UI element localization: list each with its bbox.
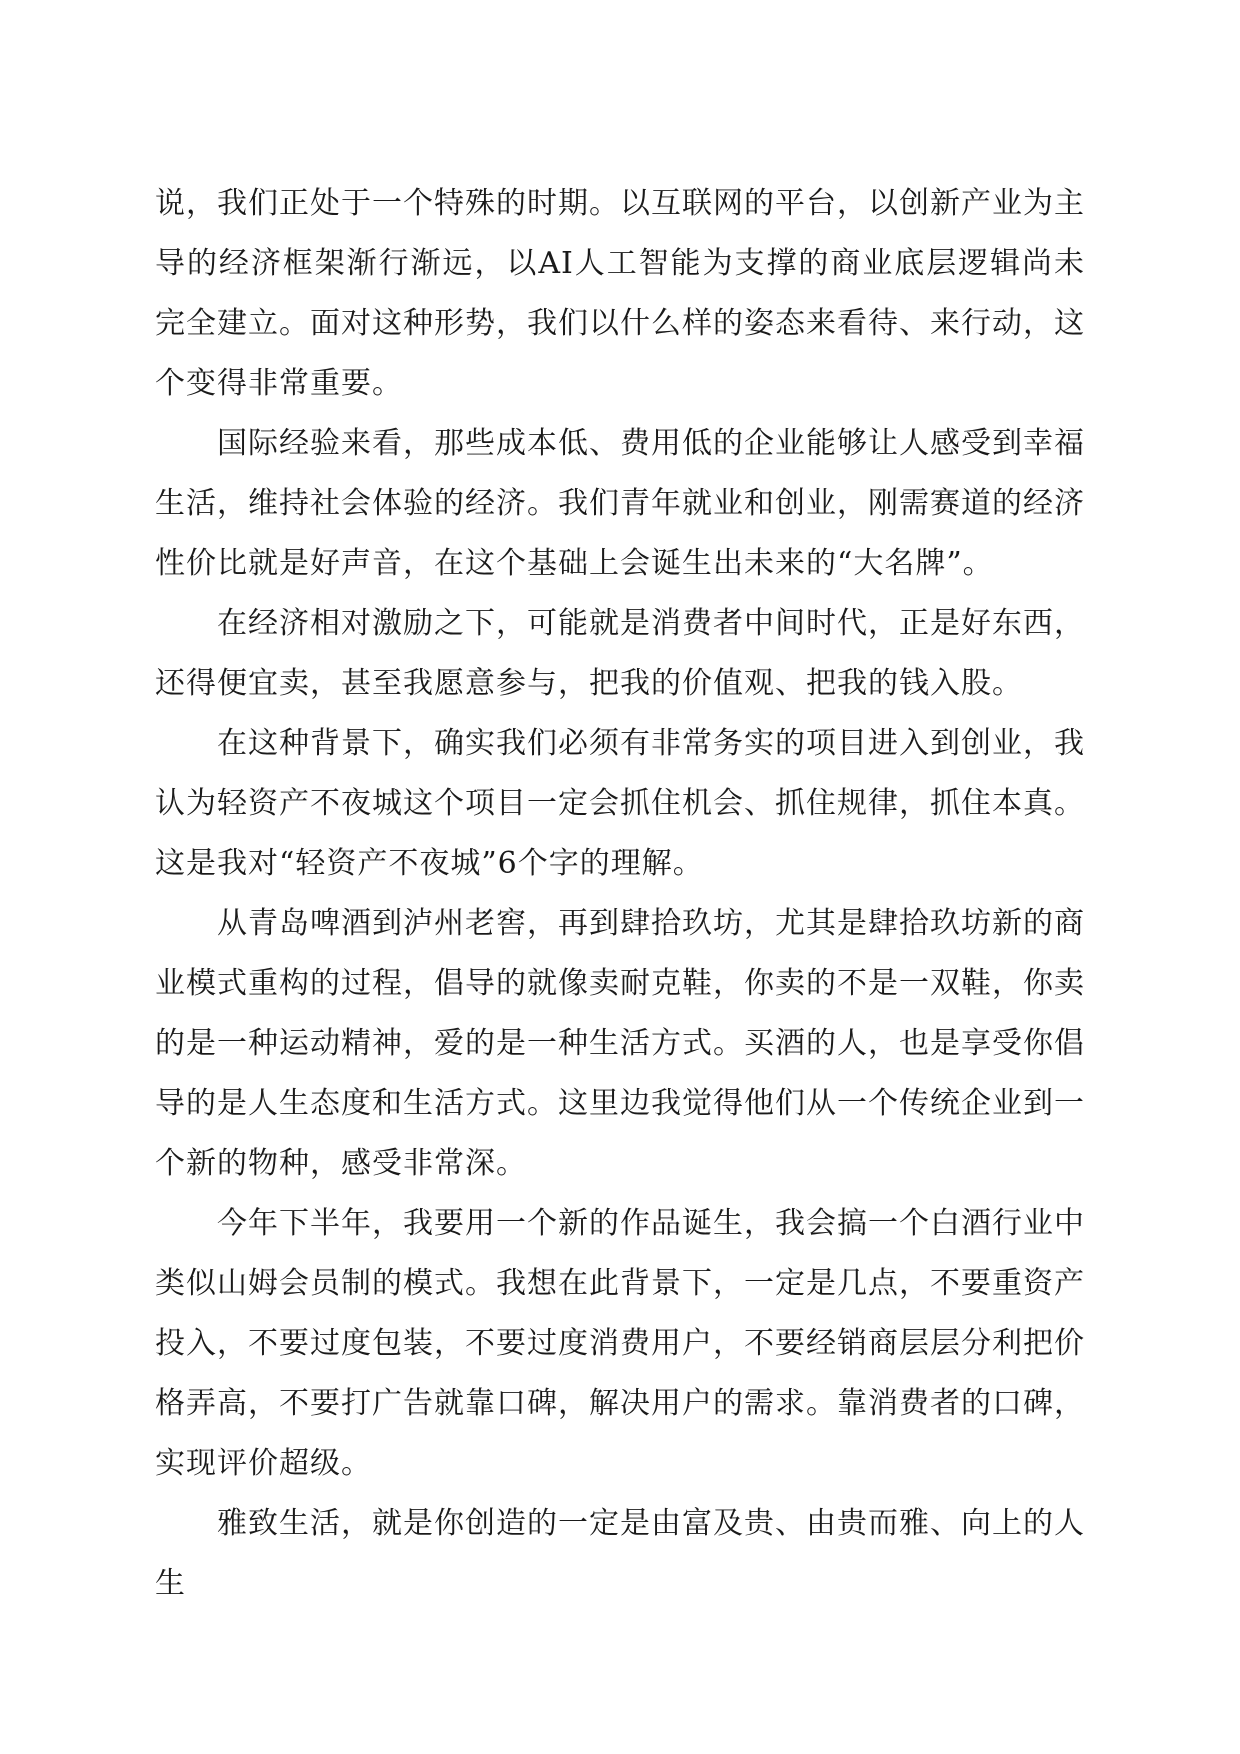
paragraph-continued: 说，我们正处于一个特殊的时期。以互联网的平台，以创新产业为主导的经济框架渐行渐远，以AI人工智能为支撑的商业底层逻辑尚未完全建立。面对这种形势，我们以什么样的姿态来看待、来行动，这个变得非常重要。 <box>155 186 1085 401</box>
document-page <box>155 174 1085 1614</box>
paragraph-business-model: 从青岛啤酒到泸州老窖，再到肆拾玖坊，尤其是肆拾玖坊新的商业模式重构的过程，倡导的就像卖耐克鞋，你卖的不是一双鞋，你卖的是一种运动精神，爱的是一种生活方式。买酒的人，也是享受你倡导的是人生态度和生活方式。这里边我觉得他们从一个传统企业到一个新的物种，感受非常深。 <box>155 906 1085 1181</box>
paragraph-light-asset-project: 在这种背景下，确实我们必须有非常务实的项目进入到创业，我认为轻资产不夜城这个项目一定会抓住机会、抓住规律，抓住本真。这是我对“轻资产不夜城”6个字的理解。 <box>155 726 1085 881</box>
paragraph-second-half-plan: 今年下半年，我要用一个新的作品诞生，我会搞一个白酒行业中类似山姆会员制的模式。我想在此背景下，一定是几点，不要重资产投入，不要过度包装，不要过度消费用户，不要经销商层层分利把价格弄高，不要打广告就靠口碑，解决用户的需求。靠消费者的口碑，实现评价超级。 <box>155 1206 1085 1481</box>
paragraph-economic-incentive: 在经济相对激励之下，可能就是消费者中间时代，正是好东西，还得便宜卖，甚至我愿意参与，把我的价值观、把我的钱入股。 <box>155 606 1085 701</box>
paragraph-elegant-life: 雅致生活，就是你创造的一定是由富及贵、由贵而雅、向上的人生 <box>155 1506 1085 1601</box>
paragraph-international-experience: 国际经验来看，那些成本低、费用低的企业能够让人感受到幸福生活，维持社会体验的经济。我们青年就业和创业，刚需赛道的经济性价比就是好声音，在这个基础上会诞生出未来的“大名牌”。 <box>155 426 1085 581</box>
